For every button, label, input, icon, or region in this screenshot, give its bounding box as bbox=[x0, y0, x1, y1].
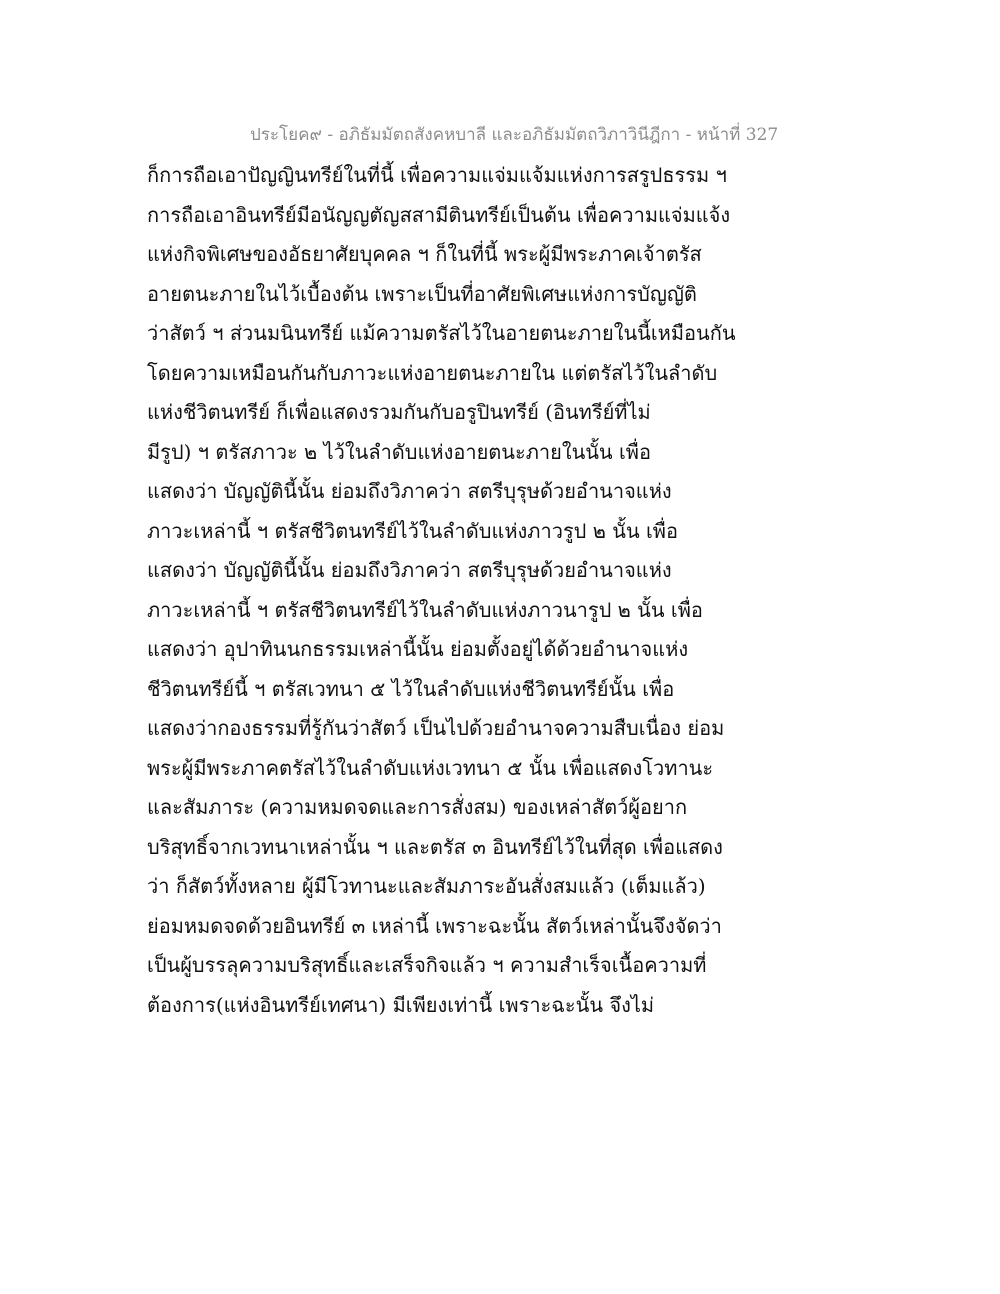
text-line-17: และสัมภาระ (ความหมดจดและการสั่งสม) ของเหล่าสัตว์ผู้อยาก bbox=[147, 795, 688, 819]
text-line-13: แสดงว่า อุปาทินนกธรรมเหล่านี้นั้น ย่อมตั้งอยู่ได้ด้วยอำนาจแห่ง bbox=[147, 637, 689, 661]
text-line-21: เป็นผู้บรรลุความบริสุทธิ์และเสร็จกิจแล้ว ฯ ความสำเร็จเนื้อความที่ bbox=[147, 953, 707, 977]
text-line-4: อายตนะภายในไว้เบื้องต้น เพราะเป็นที่อาศัยพิเศษแห่งการบัญญัติ bbox=[147, 281, 697, 306]
text-line-10: ภาวะเหล่านี้ ฯ ตรัสชีวิตนทรีย์ไว้ในลำดับแห่งภาวรูป ๒ นั้น เพื่อ bbox=[147, 518, 679, 543]
text-line-19: ว่า ก็สัตว์ทั้งหลาย ผู้มีโวทานะและสัมภาระอันสั่งสมแล้ว (เต็มแล้ว) bbox=[147, 874, 706, 898]
text-line-8: มีรูป) ฯ ตรัสภาวะ ๒ ไว้ในลำดับแห่งอายตนะภายในนั้น เพื่อ bbox=[147, 439, 651, 464]
text-line-15: แสดงว่ากองธรรมที่รู้กันว่าสัตว์ เป็นไปด้วยอำนาจความสืบเนื่อง ย่อม bbox=[147, 716, 725, 740]
text-line-22: ต้องการ(แห่งอินทรีย์เทศนา) มีเพียงเท่านี้ เพราะฉะนั้น จึงไม่ bbox=[147, 992, 655, 1017]
text-line-7: แห่งชีวิตนทรีย์ ก็เพื่อแสดงรวมกันกับอรูปินทรีย์ (อินทรีย์ที่ไม่ bbox=[147, 400, 651, 424]
body-text bbox=[147, 156, 747, 1025]
running-header: ประโยค๙ - อภิธัมมัตถสังคหบาลี และอภิธัมมัตถวิภาวินีฎีกา - หน้าที่ 327 bbox=[250, 125, 779, 145]
text-line-18: บริสุทธิ์จากเวทนาเหล่านั้น ฯ และตรัส ๓ อินทรีย์ไว้ในที่สุด เพื่อแสดง bbox=[147, 834, 723, 859]
text-line-14: ชีวิตนทรีย์นี้ ฯ ตรัสเวทนา ๕ ไว้ในลำดับแห่งชีวิตนทรีย์นั้น เพื่อ bbox=[147, 676, 675, 701]
text-line-16: พระผู้มีพระภาคตรัสไว้ในลำดับแห่งเวทนา ๕ นั้น เพื่อแสดงโวทานะ bbox=[147, 755, 714, 780]
text-line-2: การถือเอาอินทรีย์มีอนัญญตัญสสามีตินทรีย์เป็นต้น เพื่อความแจ่มแจ้ง bbox=[147, 202, 731, 227]
text-line-9: แสดงว่า บัญญัตินี้นั้น ย่อมถึงวิภาคว่า สตรีบุรุษด้วยอำนาจแห่ง bbox=[147, 479, 672, 503]
text-line-12: ภาวะเหล่านี้ ฯ ตรัสชีวิตนทรีย์ไว้ในลำดับแห่งภาวนารูป ๒ นั้น เพื่อ bbox=[147, 597, 703, 622]
text-line-6: โดยความเหมือนกันกับภาวะแห่งอายตนะภายใน แต่ตรัสไว้ในลำดับ bbox=[147, 360, 718, 385]
text-line-20: ย่อมหมดจดด้วยอินทรีย์ ๓ เหล่านี้ เพราะฉะนั้น สัตว์เหล่านั้นจึงจัดว่า bbox=[147, 913, 722, 938]
text-line-11: แสดงว่า บัญญัตินี้นั้น ย่อมถึงวิภาคว่า สตรีบุรุษด้วยอำนาจแห่ง bbox=[147, 558, 672, 582]
text-line-5: ว่าสัตว์ ฯ ส่วนมนินทรีย์ แม้ความตรัสไว้ในอายตนะภายในนี้เหมือนกัน bbox=[147, 321, 736, 345]
text-line-1: ก็การถือเอาปัญญินทรีย์ในที่นี้ เพื่อความแจ่มแจ้มแห่งการสรูปธรรม ฯ bbox=[147, 163, 727, 187]
text-line-3: แห่งกิจพิเศษของอัธยาศัยบุคคล ฯ ก็ในที่นี้ พระผู้มีพระภาคเจ้าตรัส bbox=[147, 242, 702, 266]
